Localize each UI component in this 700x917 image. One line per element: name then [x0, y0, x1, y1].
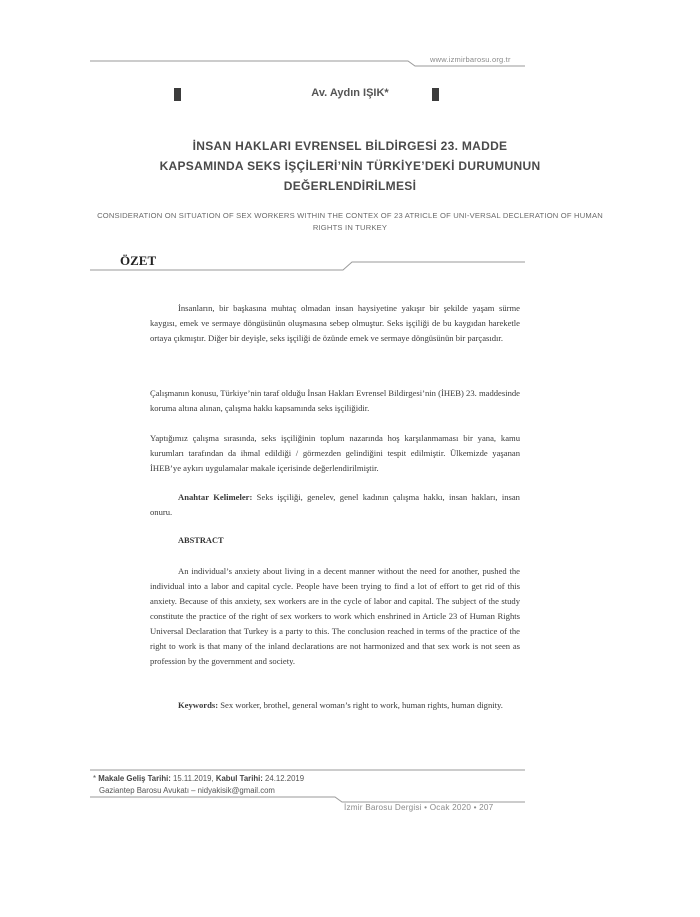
- summary-paragraph-text: İnsanların, bir başkasına muhtaç olmadan insan haysiyetine yakışır bir şekilde yaşam sürme kaygısı, emek ve sermaye döngüsünün oluşmasına sebep olmuştur. Seks işçiliği de bu kaygıdan hareketle ortaya çıkmıştır. Diğer bir deyişle, seks işçiliği de özünde emek ve sermaye döngüsünün bir parçasıdır.: [150, 303, 520, 343]
- abstract-paragraph-text: An individual’s anxiety about living in a decent manner without the need for another, pushed the individual into a labor and capital cycle. People have been trying to find a lot of effort to get rid of this anxiety. Because of this anxiety, sex workers are in the cycle of labor and capital. The subject of the study constitute the practice of the right of sex workers to work which enshrined in Article 23 of Human Rights Universal Declaration that Turkey is a party to this. The conclusion reached in terms of the practice of the right to work is that many of the inland declarations are not harmonized and that sex work is not seen as profession by the government and society.: [150, 566, 520, 666]
- site-url[interactable]: www.izmirbarosu.org.tr: [430, 55, 511, 64]
- summary-paragraph-text: Yaptığımız çalışma sırasında, seks işçiliğinin toplum nazarında hoş karşılanmaması bir yana, kamu kurumları tarafından da ihmal edildiği / görmezden gelindiğini tespit edilmiştir. Ülkemizde yaşanan İHEB’ye aykırı uygulamalar makale içerisinde değerlendirilmiştir.: [150, 433, 520, 473]
- article-title: [90, 136, 610, 196]
- header-rule: [90, 60, 525, 68]
- received-date: 15.11.2019,: [170, 774, 216, 783]
- received-label: Makale Geliş Tarihi:: [98, 774, 171, 783]
- keywords-en: [150, 698, 520, 713]
- abstract-heading: ABSTRACT: [178, 536, 224, 545]
- abstract-paragraph: [150, 564, 520, 669]
- footnote-marker: *: [93, 774, 99, 783]
- footnote-rule: [90, 769, 525, 772]
- summary-heading: ÖZET: [120, 253, 157, 268]
- keywords-tr-text: Seks işçiliği, genelev, genel kadının çalışma hakkı, insan hakları, insan onuru.: [150, 492, 520, 517]
- title-line: DEĞERLENDİRİLMESİ: [283, 179, 417, 193]
- keywords-tr-label: Anahtar Kelimeler:: [178, 492, 253, 502]
- summary-paragraph-text: Çalışmanın konusu, Türkiye’nin taraf olduğu İnsan Hakları Evrensel Bildirgesi’nin (İHEB) 23. maddesinde koruma altına alınan, çalışma hakkı kapsamında seks işçiliğidir.: [150, 388, 520, 413]
- author-affiliation: Gaziantep Barosu Avukatı – nidyakisik@gmail.com: [99, 786, 275, 795]
- keywords-tr: [150, 490, 520, 520]
- footnote-dates: [93, 773, 304, 785]
- journal-info: İzmir Barosu Dergisi • Ocak 2020 • 207: [344, 803, 494, 812]
- title-line: İNSAN HAKLARI EVRENSEL BİLDİRGESİ 23. MADDE: [192, 139, 508, 153]
- summary-paragraph: [150, 431, 520, 476]
- accepted-label: Kabul Tarihi:: [215, 774, 263, 783]
- keywords-en-label: Keywords:: [178, 700, 219, 710]
- keywords-en-text: Sex worker, brothel, general woman’s right to work, human rights, human dignity.: [218, 700, 503, 710]
- footnote: [93, 773, 304, 797]
- summary-paragraph: [150, 301, 520, 346]
- author-right-marker: [432, 88, 439, 101]
- author-name: Av. Aydın IŞIK*: [311, 87, 389, 99]
- title-line: KAPSAMINDA SEKS İŞÇİLERİ’NİN TÜRKİYE’DEKİ DURUMUNUN: [159, 159, 541, 173]
- article-subtitle: CONSIDERATION ON SITUATION OF SEX WORKERS WITHIN THE CONTEX OF 23 ATRICLE OF UNI-VERSAL DECLERATION OF HUMAN RIGHTS IN TURKEY: [97, 211, 603, 232]
- accepted-date: 24.12.2019: [262, 774, 305, 783]
- summary-paragraph: [150, 386, 520, 416]
- summary-rule: [90, 260, 525, 272]
